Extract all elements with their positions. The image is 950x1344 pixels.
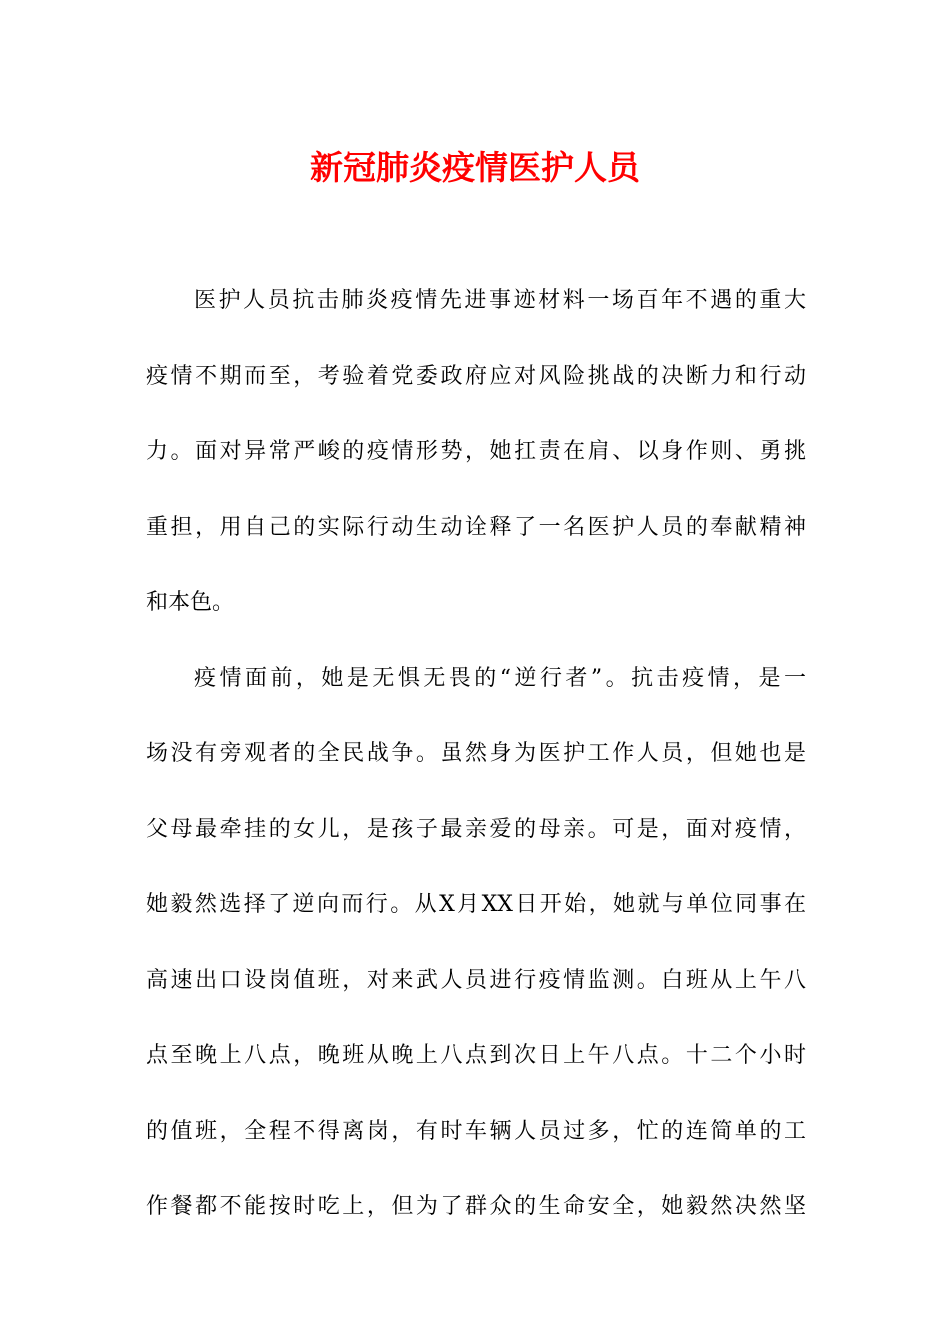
paragraph-2-line-2: 场没有旁观者的全民战争。虽然身为医护工作人员，但她也是 [146,741,806,766]
paragraph-2-line-1: 疫情面前，她是无惧无畏的“逆行者”。抗击疫情，是一 [194,665,806,691]
paragraph-1-line-1: 医护人员抗击肺炎疫情先进事迹材料一场百年不遇的重大 [194,288,806,313]
document-title: 新冠肺炎疫情医护人员 [310,148,640,187]
paragraph-2-line-7: 的值班，全程不得离岗，有时车辆人员过多，忙的连简单的工 [146,1118,806,1144]
paragraph-2-line-4: 她毅然选择了逆向而行。从X月XX日开始，她就与单位同事在 [146,892,806,917]
paragraph-1-line-2: 疫情不期而至，考验着党委政府应对风险挑战的决断力和行动 [146,363,806,389]
paragraph-2-line-3: 父母最牵挂的女儿，是孩子最亲爱的母亲。可是，面对疫情， [146,816,806,842]
document-body [146,272,806,1254]
paragraph-1-line-4: 重担，用自己的实际行动生动诠释了一名医护人员的奉献精神 [146,514,806,540]
paragraph-2-line-6: 点至晚上八点，晚班从晚上八点到次日上午八点。十二个小时 [146,1043,806,1068]
paragraph-1-line-5: 和本色。 [146,590,235,615]
paragraph-1-line-3: 力。面对异常严峻的疫情形势，她扛责在肩、以身作则、勇挑 [146,439,806,464]
paragraph-2-line-8: 作餐都不能按时吃上，但为了群众的生命安全，她毅然决然坚 [146,1194,806,1219]
paragraph-2-line-5: 高速出口设岗值班，对来武人员进行疫情监测。白班从上午八 [146,967,806,993]
